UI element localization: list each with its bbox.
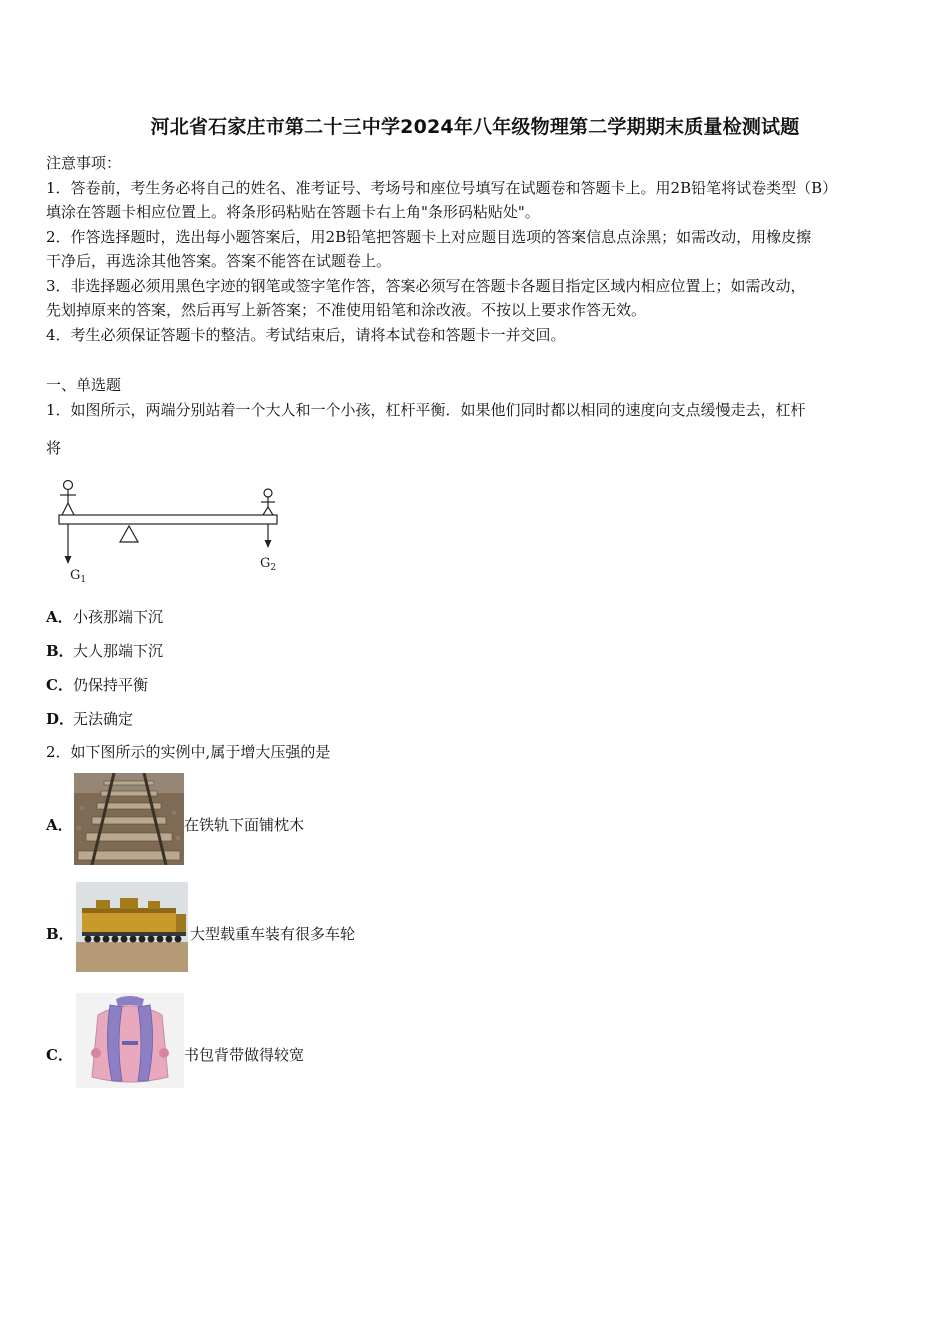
backpack-photo — [76, 993, 184, 1088]
section-heading: 一、单选题 — [46, 376, 122, 394]
option-label: C． — [46, 676, 73, 694]
lever-figure — [52, 476, 292, 586]
option-label: C． — [46, 1046, 73, 1064]
option-text: 大人那端下沉 — [73, 642, 164, 660]
option-label: A． — [46, 608, 73, 626]
question-2-stem: 2．如下图所示的实例中,属于增大压强的是 — [46, 743, 331, 761]
lever-bar — [59, 515, 277, 524]
child-figure — [261, 489, 275, 515]
option-label: B． — [46, 925, 74, 943]
notice-line: 1．答卷前，考生务必将自己的姓名、准考证号、考场号和座位号填写在试题卷和答题卡上。用2B铅笔将试卷类型（B） — [46, 179, 838, 197]
notice-line: 2．作答选择题时，选出每小题答案后，用2B铅笔把答题卡上对应题目选项的答案信息点涂黑；如需改动，用橡皮擦 — [46, 228, 812, 246]
label-g2: $G_2$ — [260, 556, 277, 573]
option-label: B． — [46, 642, 74, 660]
option-label: D． — [46, 710, 75, 728]
option-text: 无法确定 — [73, 710, 134, 728]
notice-line: 填涂在答题卡相应位置上。将条形码粘贴在答题卡右上角"条形码粘贴处"。 — [46, 203, 540, 221]
railway-photo — [74, 773, 184, 865]
heavy-truck-photo — [76, 882, 188, 972]
fulcrum — [120, 526, 138, 542]
force-arrow-g1 — [65, 524, 72, 564]
force-arrow-g2 — [265, 524, 272, 548]
option-text: 小孩那端下沉 — [73, 608, 164, 626]
notice-heading: 注意事项： — [46, 154, 122, 172]
adult-figure — [60, 481, 76, 516]
page-title: 河北省石家庄市第二十三中学2024年八年级物理第二学期期末质量检测试题 — [150, 116, 800, 138]
option-text: 大型载重车装有很多车轮 — [190, 925, 356, 943]
question-1-stem-cont: 将 — [46, 439, 62, 457]
option-text: 在铁轨下面铺枕木 — [184, 816, 305, 834]
question-1-stem: 1．如图所示，两端分别站着一个大人和一个小孩，杠杆平衡．如果他们同时都以相同的速度向支点缓慢走去，杠杆 — [46, 401, 806, 419]
notice-line: 4．考生必须保证答题卡的整洁。考试结束后，请将本试卷和答题卡一并交回。 — [46, 326, 566, 344]
option-label: A． — [46, 816, 73, 834]
notice-line: 3．非选择题必须用黑色字迹的钢笔或签字笔作答，答案必须写在答题卡各题目指定区域内相应位置上；如需改动， — [46, 277, 806, 295]
option-text: 书包背带做得较宽 — [184, 1046, 305, 1064]
label-g1: $G_1$ — [70, 568, 87, 585]
notice-line: 先划掉原来的答案，然后再写上新答案；不准使用铅笔和涂改液。不按以上要求作答无效。 — [46, 301, 647, 319]
notice-line: 干净后，再选涂其他答案。答案不能答在试题卷上。 — [46, 252, 392, 270]
option-text: 仍保持平衡 — [73, 676, 149, 694]
